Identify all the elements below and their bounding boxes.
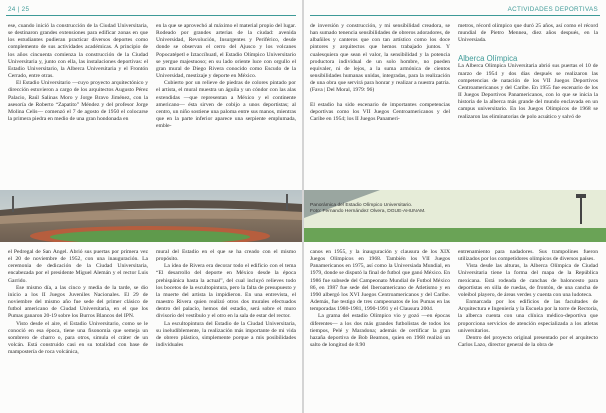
section-title: ACTIVIDADES DEPORTIVAS <box>507 6 598 13</box>
text-column <box>310 249 450 409</box>
paragraph: canos en 1955, y la inauguración y clausura de los XIX Juegos Olímpicos en 1968. También los VII Juegos Panamericanos en 1975, así como la Universiada Mundial, en 1979, donde se disputó la final de futbol que ganó México. En 1986 fue subsede del Campeonato Mundial de Futbol México 86, en 1987 fue sede del Iberoamericano de Atletismo y en 1990 albergó los XVI Juegos Centroamericanos y del Caribe. Además, fue testigo de tres campeonatos de los Pumas en las temporadas 1980-1981, 1990-1991 y el Clausura 2004. <box>310 249 450 313</box>
paragraph: Visto desde el aire, el Estadio Universitario, como se le conoció en esa época, tiene una fisonomía que semeja un sombrero de charro o, para otros, simula el cráter de un volcán. Está construido casi en su totalidad con base de mampostería de roca volcánica, <box>8 320 148 356</box>
paragraph: en la que se aprovechó al máximo el material propio del lugar. Rodeado por grandes arterias de la ciudad: avenida Universidad, Revolución, Insurgentes y Periférico, desde donde se observan el cerro del Ajusco y los volcanes Popocatépetl e Iztaccíhuatl, el Estadio Olímpico Universitario se yergue majestuoso; en su lado oriente luce con orgullo el gran mural de Diego Rivera conocido como Escudo de la Universidad, mestizaje y deporte en México. <box>156 23 296 80</box>
text-column <box>8 23 148 185</box>
photo-caption <box>310 203 426 216</box>
paragraph: El estadio ha sido escenario de importantes competencias deportivas como los VII Juegos Centroamericanos y del Caribe en 1954; los II Juegos Panameri- <box>310 101 450 122</box>
paragraph: Dentro del proyecto original presentado por el arquitecto Carlos Lazo, director general de la obra de <box>458 334 598 349</box>
header-rule-left <box>6 15 296 16</box>
text-column <box>8 249 148 409</box>
paragraph: ese, cuando inició la construcción de la Ciudad Universitaria, se destinaron grandes extensiones para edificar zonas en que los estudiantes pudieran practicar diversos deportes como complemento de sus actividades académicas. A principio de los años cincuenta comienza la construcción de la Ciudad Universitaria y, junto con ella, las instalaciones deportivas: el Estadio Universitario, la Alberca Universitaria y el Frontón Cerrado, entre otras. <box>8 23 148 80</box>
stadium-panorama-photo <box>0 190 606 242</box>
header-rule-right <box>310 15 600 16</box>
paragraph: Ese mismo día, a las cinco y media de la tarde, se dio inicio a los II Juegos Juveniles Nacionales. El 29 de noviembre del mismo año fue sede del primer clásico de futbol americano de Ciudad Universitaria, en el que los Pumas ganaron 20-19 sobre los Burros Blancos del IPN. <box>8 284 148 320</box>
paragraph: Enmarcada por los edificios de las facultades de Arquitectura e Ingeniería y la Escuela por la torre de Rectoría, la alberca cuenta con una clínica médico-deportiva que proporciona servicios de atención especializada a los atletas universitarios. <box>458 299 598 334</box>
subheading-alberca: Alberca Olímpica <box>458 54 518 64</box>
paragraph: Cubierto por un relieve de piedras de colores pintado por el artista, el mural muestra un águila y un cóndor con las alas extendidas —que representan a México y el continente americano— ésta sirven de cobijo a unos deportistas; al centro, un niño sostiene una paloma entre sus manos, mientras que en la parte inferior aparece una serpiente emplumada, emble- <box>156 80 296 130</box>
paragraph: El Estadio Universitario —cuyo proyecto arquitectónico y dirección estuvieron a cargo de los arquitectos Augusto Pérez Palacio, Raúl Salinas Moro y Jorge Bravo Jiménez, con la asesoría de Roberto “Zapatito” Méndez y del profesor Jorge Molina Celis— comenzó el 7 de agosto de 1950 el colocarse la primera piedra en medio de una gran hondonada en <box>8 80 148 123</box>
paragraph: metros, récord olímpico que duró 25 años, así como el récord mundial de Pietro Mennea, diez años después, en la Universiada. <box>458 23 598 44</box>
paragraph: Vista desde las alturas, la Alberca Olímpica de Ciudad Universitaria tiene la forma del mapa de la República mexicana. Está rodeada de canchas de baloncesto para deportistas en silla de ruedas, de frontón, de una cancha de voleibol playero, de áreas verdes y cuenta con una ludoteca. <box>458 263 598 298</box>
paragraph: La escultopintura del Estadio de la Ciudad Universitaria, su ineludiblemente, la realización más importante de mi vida de obrero plástico, simplemente porque a mis posibilidades individuales <box>156 320 296 349</box>
paragraph: el Pedregal de San Ángel. Abrió sus puertas por primera vez el 20 de noviembre de 1952, con una inauguración. La ceremonia de dedicación de la Ciudad Universitaria, encabezada por el presidente Miguel Alemán y el rector Luis Garrido. <box>8 249 148 284</box>
text-column <box>310 23 450 185</box>
text-column <box>156 249 296 409</box>
text-column <box>156 23 296 185</box>
caption-line: Panorámica del Estadio Olímpico Universitario. <box>310 203 413 208</box>
paragraph: de inversión y construcción, y mi sensibilidad creadora, se han sumado tenencia sensibilidades de obreros adoradores, de albañiles y canteros que con tan artístico como los doce pintores y arquitectos que hemos trabajado juntos. Y cualesquiera que sean el valor, la sensibilidad y la potencia productora individual de un solo hombre, no pueden equivaler, ni de lejos, a la suma armónica de cientos sensibilidades humanas unidas, integradas, para la realización de una obra que servirá para honrar y realizar a nuestra patria. (Fava | Del Moral, 1979: 96) <box>310 23 450 94</box>
paragraph: La idea de Rivera era decorar todo el edificio con el tema “El desarrollo del deporte en México desde la época prehispánica hasta la actual”, del cual incluyó relieves todo los bocetos de la escultopintura, pero la falta de presupuesto y la muerte del artista la impidieron. En una entrevista, el maestro Rivera quien realizó otros dos murales efectuados dentro del palacio, hemos del estadio, será sobre el muro divisorio del vestíbulo y el otro en la sala de estar del rector. <box>156 263 296 320</box>
page-numbers: 24 | 25 <box>8 6 30 13</box>
paragraph: entrenamiento para nadadores. Sus trampolines fueron utilizados por los competidores olímpicos de diversos países. <box>458 249 598 263</box>
text-column <box>458 249 598 409</box>
paragraph: mural del Estadio en el que se ha creado con el mismo propósito. <box>156 249 296 263</box>
paragraph: La grama del estadio Olímpico vio y gozó —en épocas diferentes— a los dos más grandes futbolistas de todos los tiempos, Pelé y Maradona; además de certificar la gran hazaña deportiva de Bob Beamon, quien en 1968 realizó un salto de longitud de 8.90 <box>310 313 450 349</box>
paragraph: La Alberca Olímpica Universitaria abrió sus puertas el 10 de marzo de 1954 y dos días después se realizaron las competencias de natación de los VII Juegos Deportivos Centroamericanos y del Caribe. En 1955 fue escenario de los II Juegos Deportivos Panamericanos, con lo que se inicia la historia de la alberca más grande del mundo enclavada en un campus universitario. En los Juegos Olímpicos de 1968 se realizaron las eliminatorias de polo acuático y salvó de <box>458 63 598 120</box>
caption-credit: Foto: Fernando Hernández Olvera, DGUE-AHUNAM. <box>310 209 426 215</box>
text-column <box>458 23 598 185</box>
